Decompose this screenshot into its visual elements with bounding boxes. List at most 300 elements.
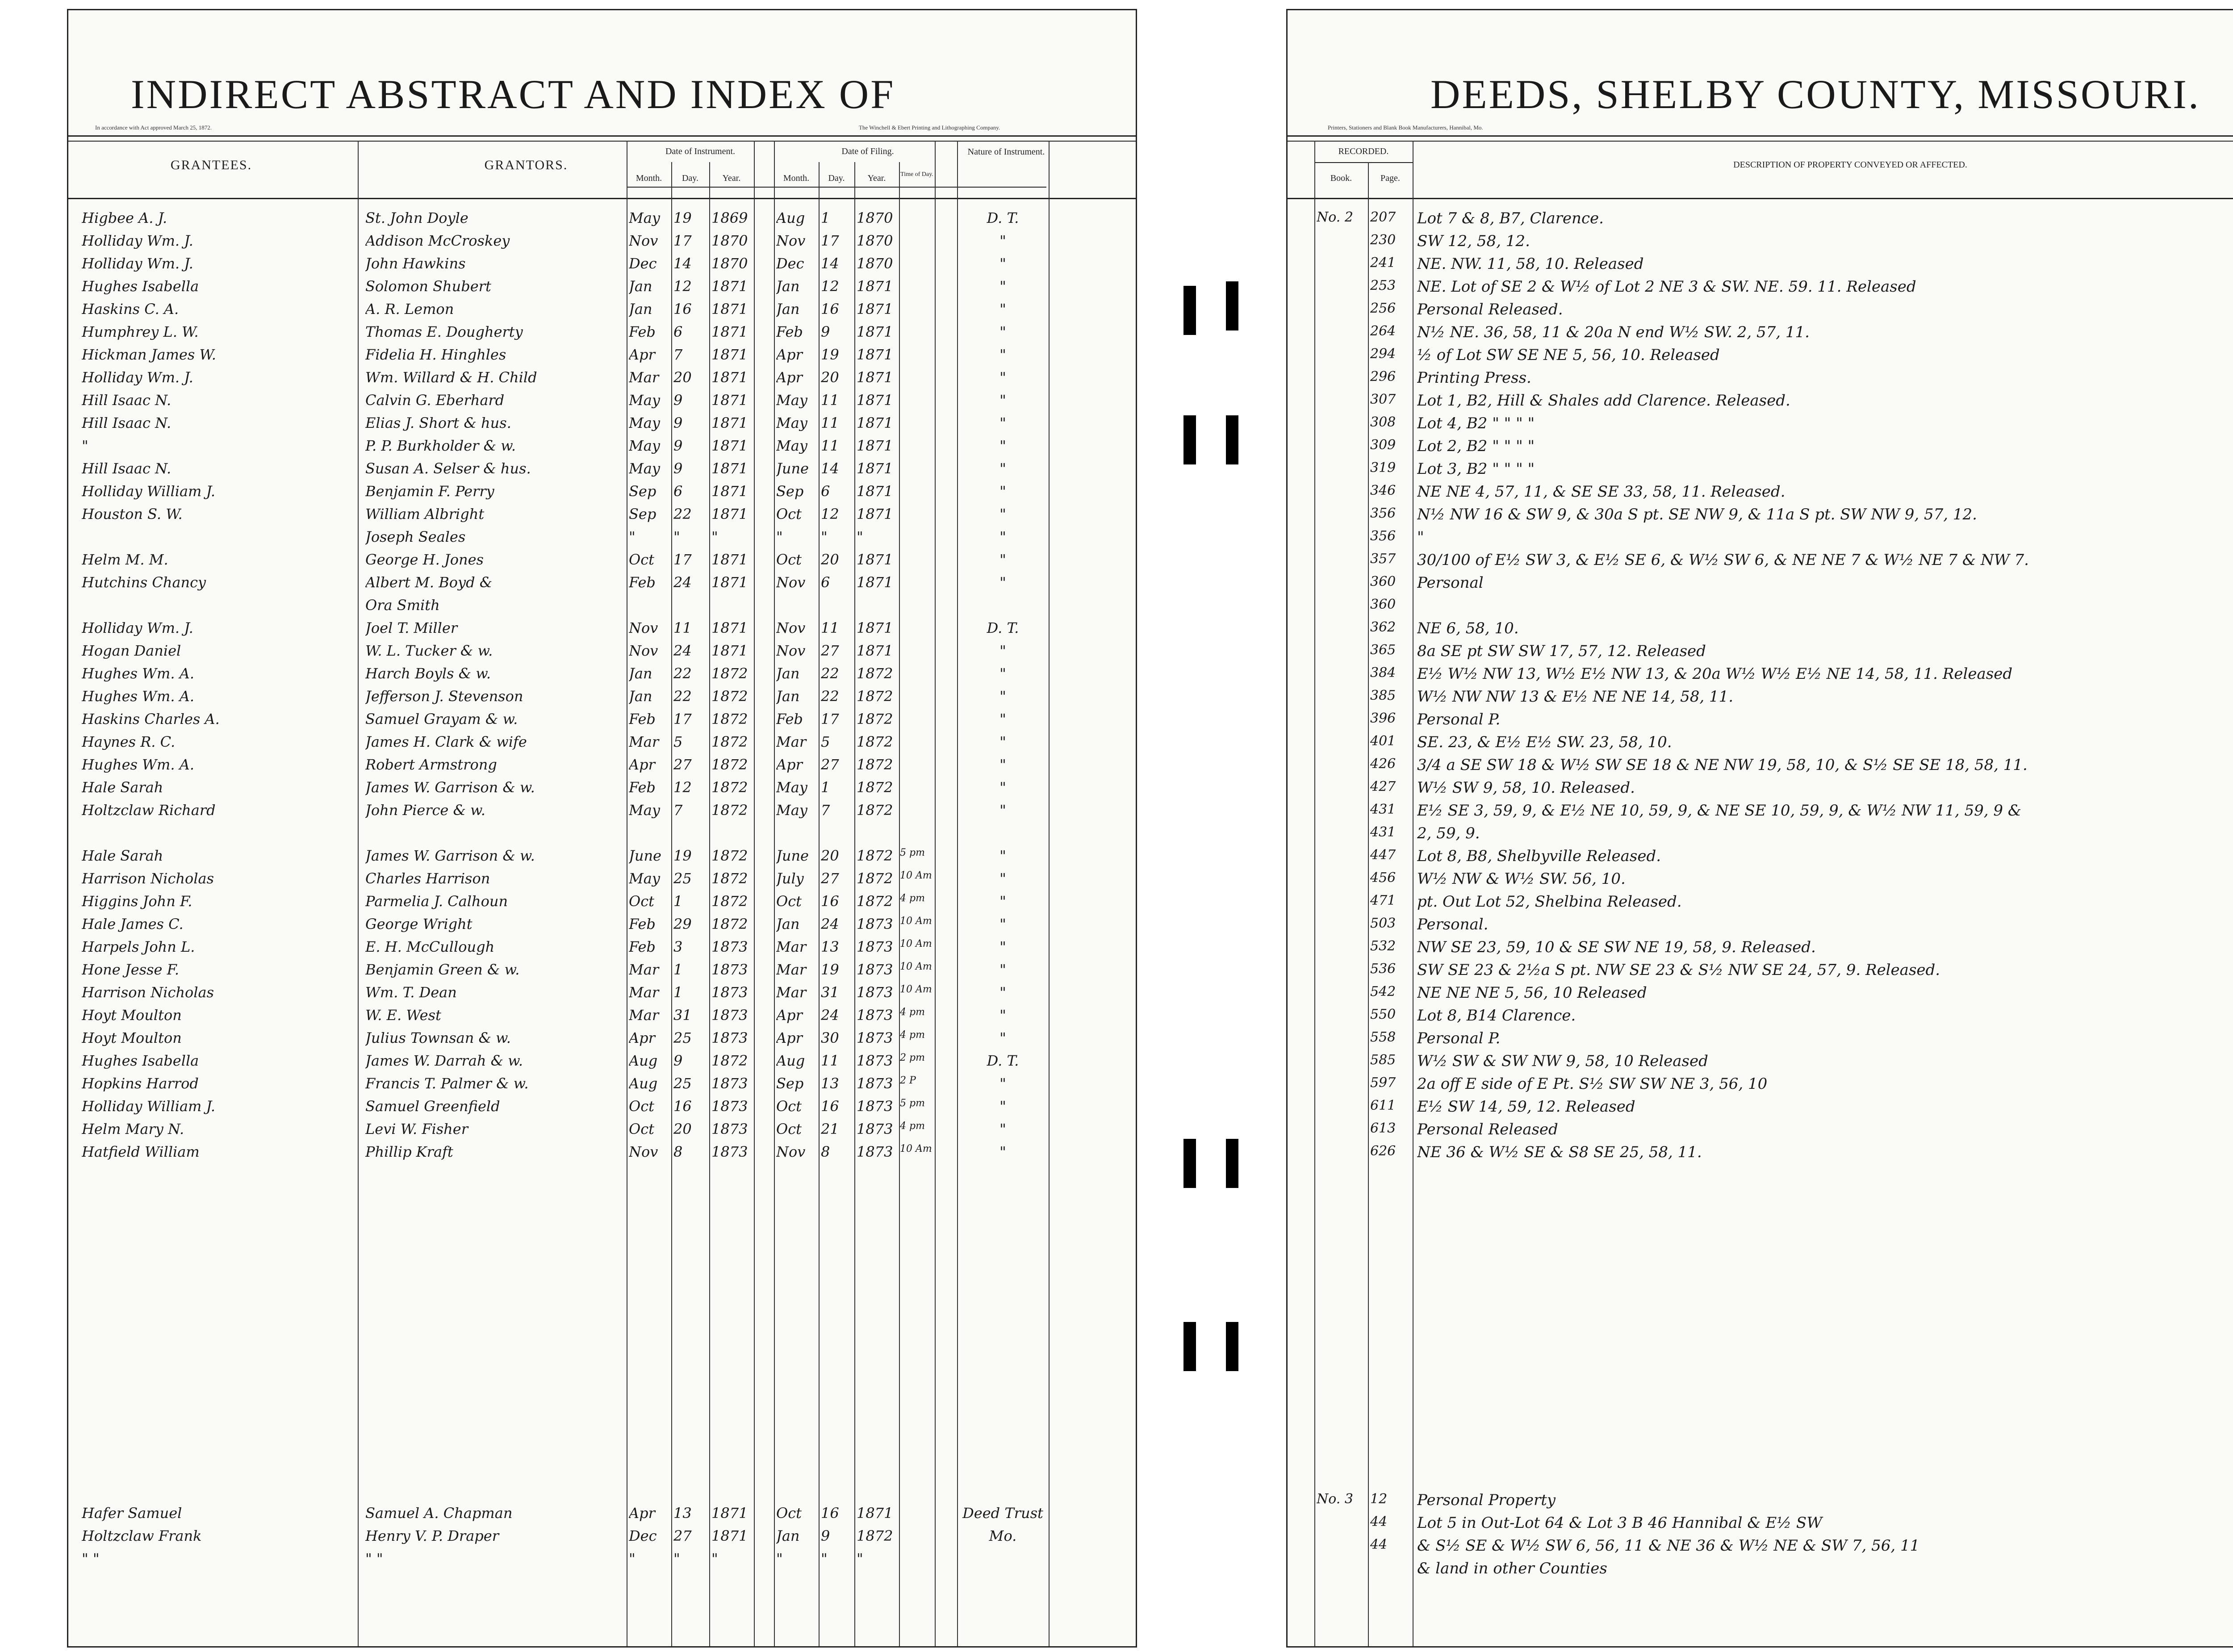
table-row	[68, 594, 1136, 615]
page-cell: 585	[1370, 1052, 1396, 1068]
instrument-year-cell: 1871	[711, 574, 748, 591]
table-row	[68, 503, 1136, 524]
filing-month-cell: Jan	[776, 688, 800, 705]
instrument-month-cell: Sep	[629, 483, 657, 500]
table-row	[1288, 298, 2233, 319]
date-filing-header: Date of Filing.	[841, 146, 894, 156]
filing-day-cell: 12	[821, 278, 839, 295]
page-cell: 360	[1370, 597, 1396, 612]
description-cell: Lot 7 & 8, B7, Clarence.	[1417, 209, 1604, 227]
description-cell: & S½ SE & W½ SW 6, 56, 11 & NE 36 & W½ NE & SW 7, 56, 11	[1417, 1537, 1920, 1555]
grantee-cell: Holtzclaw Frank	[82, 1527, 202, 1544]
grantee-cell: Humphrey L. W.	[82, 323, 199, 340]
instrument-month-cell: Feb	[629, 938, 656, 955]
instrument-day-cell: 7	[673, 346, 683, 363]
filing-year-cell: 1873	[857, 916, 893, 933]
nature-cell: "	[999, 984, 1006, 1001]
instrument-year-cell: 1871	[711, 642, 748, 659]
description-cell: 3/4 a SE SW 18 & W½ SW SE 18 & NE NW 19, 58, 10, & S½ SE SE 18, 58, 11.	[1417, 756, 2028, 774]
filing-month-cell: Feb	[776, 323, 803, 340]
table-row	[68, 776, 1136, 798]
grantor-cell: Samuel Grayam & w.	[365, 711, 518, 728]
filing-month-cell: Apr	[776, 756, 803, 773]
table-row	[1288, 526, 2233, 547]
instrument-month-cell: June	[629, 847, 661, 864]
page-cell: 307	[1370, 392, 1396, 407]
table-row	[1288, 366, 2233, 388]
table-row	[68, 640, 1136, 661]
filing-day-cell: 6	[821, 483, 830, 500]
filing-month-cell: Sep	[776, 1075, 804, 1092]
filing-year-cell: 1871	[857, 346, 893, 363]
grantee-cell: Holliday Wm. J.	[82, 232, 193, 249]
filing-year-cell: 1872	[857, 688, 893, 705]
nature-cell: "	[999, 369, 1006, 386]
instrument-day-cell: 1	[673, 893, 683, 910]
filing-day-cell: 22	[821, 665, 839, 682]
instrument-month-cell: Oct	[629, 1121, 655, 1138]
nature-cell: "	[999, 232, 1006, 249]
instrument-month-cell: Jan	[629, 278, 652, 295]
instrument-day-cell: 22	[673, 688, 692, 705]
page-cell: 356	[1370, 528, 1396, 544]
table-row	[68, 207, 1136, 228]
nature-cell: "	[999, 938, 1006, 955]
filing-day-cell: 11	[821, 437, 839, 454]
table-row	[1288, 571, 2233, 593]
page-cell: 319	[1370, 460, 1396, 476]
nature-cell: "	[999, 756, 1006, 773]
table-row	[1288, 503, 2233, 524]
table-row	[68, 867, 1136, 889]
instrument-day-cell: 6	[673, 483, 683, 500]
filing-day-cell: "	[821, 1550, 828, 1567]
table-row	[68, 958, 1136, 980]
year-header: Year.	[722, 173, 741, 183]
instrument-month-cell: Aug	[629, 1075, 658, 1092]
grantee-cell: Hughes Wm. A.	[82, 688, 194, 705]
table-row	[68, 1547, 1136, 1569]
filing-month-cell: Oct	[776, 1098, 802, 1115]
instrument-month-cell: May	[629, 870, 660, 887]
instrument-day-cell: 9	[673, 414, 683, 431]
table-row	[1288, 343, 2233, 365]
instrument-month-cell: Nov	[629, 642, 658, 659]
table-row	[1288, 1141, 2233, 1162]
day-header: Day.	[828, 173, 845, 183]
instrument-month-cell: Jan	[629, 301, 652, 318]
nature-cell: "	[999, 961, 1006, 978]
printer-note: Printers, Stationers and Blank Book Manufacturers, Hannibal, Mo.	[1328, 124, 1483, 131]
binding-hole	[1183, 286, 1196, 335]
instrument-day-cell: 14	[673, 255, 692, 272]
grantees-header: GRANTEES.	[170, 158, 252, 172]
instrument-month-cell: "	[629, 1550, 636, 1567]
instrument-year-cell: 1872	[711, 870, 748, 887]
subheader-rule	[1314, 162, 1413, 163]
grantee-cell: Holliday Wm. J.	[82, 619, 193, 636]
instrument-year-cell: 1872	[711, 733, 748, 750]
description-cell: Personal.	[1417, 916, 1489, 933]
filing-month-cell: Jan	[776, 1527, 800, 1544]
page-cell: 401	[1370, 733, 1396, 749]
page-cell: 309	[1370, 437, 1396, 453]
instrument-year-cell: 1872	[711, 756, 748, 773]
filing-year-cell: 1872	[857, 870, 893, 887]
table-row	[68, 457, 1136, 479]
nature-cell: D. T.	[987, 619, 1019, 636]
filing-day-cell: 9	[821, 1527, 830, 1544]
filing-day-cell: "	[821, 528, 828, 545]
instrument-month-cell: Aug	[629, 1052, 658, 1069]
filing-year-cell: 1873	[857, 1007, 893, 1024]
page-cell: 362	[1370, 619, 1396, 635]
time-of-day-cell: 10 Am	[900, 916, 932, 927]
table-row	[68, 435, 1136, 456]
page-cell: 230	[1370, 232, 1396, 248]
nature-cell: "	[999, 870, 1006, 887]
nature-cell: "	[999, 1098, 1006, 1115]
description-cell: NE 6, 58, 10.	[1417, 619, 1519, 637]
grantor-cell: Joel T. Miller	[365, 619, 458, 636]
grantee-cell: Hone Jesse F.	[82, 961, 179, 978]
instrument-day-cell: 25	[673, 870, 692, 887]
instrument-month-cell: May	[629, 460, 660, 477]
filing-day-cell: 17	[821, 711, 839, 728]
instrument-month-cell: Sep	[629, 506, 657, 523]
instrument-year-cell: 1870	[711, 255, 748, 272]
filing-month-cell: Apr	[776, 346, 803, 363]
instrument-year-cell: 1872	[711, 893, 748, 910]
instrument-year-cell: 1871	[711, 1505, 748, 1522]
table-row	[1288, 207, 2233, 228]
filing-year-cell: 1872	[857, 711, 893, 728]
nature-cell: "	[999, 847, 1006, 864]
filing-day-cell: 19	[821, 346, 839, 363]
binding-hole	[1226, 1139, 1238, 1188]
instrument-day-cell: 19	[673, 209, 692, 226]
instrument-year-cell: 1871	[711, 369, 748, 386]
binding-hole	[1183, 415, 1196, 464]
description-cell: Personal P.	[1417, 1029, 1501, 1047]
filing-year-cell: 1872	[857, 802, 893, 819]
instrument-day-cell: 9	[673, 392, 683, 409]
grantor-cell: George H. Jones	[365, 551, 484, 568]
filing-day-cell: 13	[821, 938, 839, 955]
day-header: Day.	[682, 173, 699, 183]
table-row	[1288, 685, 2233, 707]
instrument-year-cell: 1872	[711, 1052, 748, 1069]
table-row	[1288, 1050, 2233, 1071]
description-cell: & land in other Counties	[1417, 1560, 1607, 1577]
table-row	[68, 480, 1136, 502]
page-cell: 356	[1370, 506, 1396, 521]
description-cell: pt. Out Lot 52, Shelbina Released.	[1417, 893, 1682, 911]
grantor-cell: Ora Smith	[365, 597, 440, 614]
binding-hole	[1226, 281, 1238, 330]
description-cell: Lot 2, B2 " " " "	[1417, 437, 1535, 455]
grantee-cell: "	[82, 437, 88, 454]
description-cell: NE. Lot of SE 2 & W½ of Lot 2 NE 3 & SW. NE. 59. 11. Released	[1417, 278, 1916, 296]
page-cell: 536	[1370, 961, 1396, 977]
page-cell: 256	[1370, 301, 1396, 316]
grantee-cell: Haskins C. A.	[82, 301, 179, 318]
instrument-day-cell: 20	[673, 369, 692, 386]
nature-cell: "	[999, 779, 1006, 796]
filing-month-cell: Nov	[776, 619, 806, 636]
filing-day-cell: 6	[821, 574, 830, 591]
table-row	[68, 822, 1136, 843]
nature-cell: "	[999, 301, 1006, 318]
filing-day-cell: 19	[821, 961, 839, 978]
filing-year-cell: 1872	[857, 779, 893, 796]
table-row	[68, 731, 1136, 752]
grantee-cell: Hatfield William	[82, 1143, 200, 1160]
instrument-year-cell: 1872	[711, 688, 748, 705]
filing-day-cell: 11	[821, 619, 839, 636]
grantor-cell: Julius Townsan & w.	[365, 1029, 511, 1046]
instrument-year-cell: 1871	[711, 551, 748, 568]
description-cell: Personal Property	[1417, 1491, 1556, 1509]
description-cell: E½ W½ NW 13, W½ E½ NW 13, & 20a W½ W½ E½ NE 14, 58, 11. Released	[1417, 665, 2013, 683]
instrument-month-cell: Apr	[629, 756, 655, 773]
description-cell: W½ NW NW 13 & E½ NE NE 14, 58, 11.	[1417, 688, 1734, 706]
instrument-day-cell: 19	[673, 847, 692, 864]
filing-day-cell: 20	[821, 551, 839, 568]
grantor-cell: John Hawkins	[365, 255, 466, 272]
description-cell: Lot 5 in Out-Lot 64 & Lot 3 B 46 Hannibal & E½ SW	[1417, 1514, 1823, 1532]
description-cell: Personal Released.	[1417, 301, 1563, 318]
table-row	[1288, 890, 2233, 912]
filing-year-cell: 1873	[857, 938, 893, 955]
filing-day-cell: 13	[821, 1075, 839, 1092]
table-row	[68, 389, 1136, 410]
table-row	[68, 913, 1136, 934]
table-row	[68, 412, 1136, 433]
grantor-cell: A. R. Lemon	[365, 301, 454, 318]
instrument-year-cell: 1873	[711, 1007, 748, 1024]
grantee-cell: Hill Isaac N.	[82, 414, 171, 431]
instrument-day-cell: 6	[673, 323, 683, 340]
filing-year-cell: 1873	[857, 1121, 893, 1138]
year-header: Year.	[867, 173, 886, 183]
filing-year-cell: 1873	[857, 1098, 893, 1115]
grantee-cell: Hale James C.	[82, 916, 184, 933]
filing-year-cell: 1871	[857, 574, 893, 591]
table-row	[68, 617, 1136, 638]
instrument-day-cell: 22	[673, 665, 692, 682]
filing-day-cell: 11	[821, 414, 839, 431]
description-cell: N½ NW 16 & SW 9, & 30a S pt. SE NW 9, & 11a S pt. SW NW 9, 57, 12.	[1417, 506, 1977, 523]
table-row	[68, 343, 1136, 365]
nature-cell: "	[999, 460, 1006, 477]
time-of-day-header: Time of Day.	[900, 171, 933, 178]
description-cell: E½ SW 14, 59, 12. Released	[1417, 1098, 1635, 1116]
filing-year-cell: 1871	[857, 301, 893, 318]
grantor-cell: James W. Garrison & w.	[365, 847, 535, 864]
description-cell: "	[1417, 528, 1424, 546]
grantee-cell: Hogan Daniel	[82, 642, 181, 659]
filing-day-cell: 21	[821, 1121, 839, 1138]
filing-month-cell: "	[776, 528, 783, 545]
description-cell: SW SE 23 & 2½a S pt. NW SE 23 & S½ NW SE 24, 57, 9. Released.	[1417, 961, 1940, 979]
instrument-year-cell: 1871	[711, 278, 748, 295]
instrument-year-cell: 1869	[711, 209, 748, 226]
nature-cell: "	[999, 688, 1006, 705]
filing-year-cell: 1871	[857, 642, 893, 659]
page-cell: 384	[1370, 665, 1396, 681]
instrument-day-cell: 1	[673, 961, 683, 978]
table-row	[68, 685, 1136, 707]
filing-month-cell: Sep	[776, 483, 804, 500]
page-cell: 426	[1370, 756, 1396, 772]
grantee-cell: Hoyt Moulton	[82, 1007, 182, 1024]
table-row	[1288, 252, 2233, 274]
table-row	[1288, 845, 2233, 866]
grantor-cell: John Pierce & w.	[365, 802, 485, 819]
table-row	[1288, 230, 2233, 251]
page-cell: 550	[1370, 1007, 1396, 1022]
filing-year-cell: 1873	[857, 1075, 893, 1092]
table-row	[1288, 1095, 2233, 1117]
filing-day-cell: 22	[821, 688, 839, 705]
page-cell: 503	[1370, 916, 1396, 931]
grantors-header: GRANTORS.	[484, 158, 568, 172]
page-cell: 207	[1370, 209, 1396, 225]
filing-day-cell: 9	[821, 323, 830, 340]
instrument-month-cell: Feb	[629, 779, 656, 796]
grantor-cell: James H. Clark & wife	[365, 733, 527, 750]
filing-month-cell: Mar	[776, 984, 807, 1001]
grantor-cell: W. E. West	[365, 1007, 441, 1024]
table-row	[68, 1027, 1136, 1048]
filing-month-cell: Nov	[776, 1143, 806, 1160]
instrument-day-cell: 22	[673, 506, 692, 523]
instrument-month-cell: May	[629, 802, 660, 819]
grantee-cell: Haskins Charles A.	[82, 711, 220, 728]
nature-cell: "	[999, 506, 1006, 523]
filing-month-cell: Apr	[776, 369, 803, 386]
table-row	[68, 571, 1136, 593]
grantee-cell: Holliday Wm. J.	[82, 369, 193, 386]
page-cell: 385	[1370, 688, 1396, 703]
description-cell: Personal P.	[1417, 711, 1501, 728]
nature-cell: "	[999, 916, 1006, 933]
grantee-cell: Holliday Wm. J.	[82, 255, 193, 272]
grantee-cell: Hughes Wm. A.	[82, 756, 194, 773]
description-cell: NE 36 & W½ SE & S8 SE 25, 58, 11.	[1417, 1143, 1702, 1161]
instrument-day-cell: 17	[673, 711, 692, 728]
instrument-month-cell: Mar	[629, 733, 659, 750]
table-row	[1288, 753, 2233, 775]
nature-header: Nature of Instrument.	[967, 147, 1045, 157]
nature-cell: "	[999, 437, 1006, 454]
instrument-month-cell: Apr	[629, 1029, 655, 1046]
table-row	[1288, 1489, 2233, 1510]
grantee-cell: Hopkins Harrod	[82, 1075, 199, 1092]
instrument-day-cell: 12	[673, 779, 692, 796]
grantor-cell: Henry V. P. Draper	[365, 1527, 499, 1544]
table-row	[68, 708, 1136, 729]
page-cell: 294	[1370, 346, 1396, 362]
filing-year-cell: 1873	[857, 1143, 893, 1160]
instrument-month-cell: Nov	[629, 619, 658, 636]
page-cell: 456	[1370, 870, 1396, 886]
grantee-cell: Helm M. M.	[82, 551, 168, 568]
instrument-month-cell: Dec	[629, 255, 657, 272]
filing-month-cell: Jan	[776, 916, 800, 933]
nature-cell: "	[999, 551, 1006, 568]
time-of-day-cell: 5 pm	[900, 1098, 925, 1109]
instrument-year-cell: 1871	[711, 414, 748, 431]
description-cell: 30/100 of E½ SW 3, & E½ SE 6, & W½ SW 6, & NE NE 7 & W½ NE 7 & NW 7.	[1417, 551, 2029, 569]
table-row	[1288, 1027, 2233, 1048]
description-header: DESCRIPTION OF PROPERTY CONVEYED OR AFFECTED.	[1733, 160, 1967, 170]
table-row	[1288, 640, 2233, 661]
table-row	[1288, 867, 2233, 889]
instrument-year-cell: 1872	[711, 711, 748, 728]
filing-day-cell: 14	[821, 460, 839, 477]
table-row	[1288, 275, 2233, 297]
instrument-month-cell: Oct	[629, 551, 655, 568]
instrument-month-cell: Jan	[629, 665, 652, 682]
page-cell: 264	[1370, 323, 1396, 339]
filing-year-cell: 1871	[857, 323, 893, 340]
filing-day-cell: 31	[821, 984, 839, 1001]
filing-month-cell: June	[776, 460, 809, 477]
filing-day-cell: 17	[821, 232, 839, 249]
nature-cell: "	[999, 733, 1006, 750]
filing-year-cell: 1871	[857, 551, 893, 568]
instrument-year-cell: 1871	[711, 346, 748, 363]
grantor-cell: Wm. T. Dean	[365, 984, 457, 1001]
nature-cell: Mo.	[989, 1527, 1017, 1544]
filing-year-cell: 1871	[857, 392, 893, 409]
instrument-year-cell: 1871	[711, 301, 748, 318]
instrument-month-cell: May	[629, 392, 660, 409]
instrument-month-cell: Nov	[629, 1143, 658, 1160]
filing-month-cell: Aug	[776, 209, 805, 226]
grantee-cell: Higgins John F.	[82, 893, 192, 910]
page-cell: 357	[1370, 551, 1396, 567]
table-row	[1288, 1072, 2233, 1094]
filing-year-cell: 1872	[857, 756, 893, 773]
description-cell: W½ SW & SW NW 9, 58, 10 Released	[1417, 1052, 1708, 1070]
filing-year-cell: 1871	[857, 1505, 893, 1522]
filing-day-cell: 20	[821, 847, 839, 864]
filing-month-cell: Jan	[776, 278, 800, 295]
page-cell: 427	[1370, 779, 1396, 795]
filing-month-cell: Oct	[776, 1121, 802, 1138]
table-row	[1288, 457, 2233, 479]
instrument-month-cell: Mar	[629, 961, 659, 978]
time-of-day-cell: 10 Am	[900, 961, 932, 972]
instrument-day-cell: 20	[673, 1121, 692, 1138]
nature-cell: "	[999, 528, 1006, 545]
filing-month-cell: Oct	[776, 893, 802, 910]
filing-month-cell: Jan	[776, 301, 800, 318]
nature-cell: "	[999, 392, 1006, 409]
time-of-day-cell: 10 Am	[900, 870, 932, 881]
grantor-cell: Calvin G. Eberhard	[365, 392, 505, 409]
table-row	[68, 890, 1136, 912]
description-cell: NE. NW. 11, 58, 10. Released	[1417, 255, 1644, 273]
description-cell: NW SE 23, 59, 10 & SE SW NE 19, 58, 9. Released.	[1417, 938, 1816, 956]
description-cell: NE NE 4, 57, 11, & SE SE 33, 58, 11. Released.	[1417, 483, 1786, 501]
instrument-day-cell: 13	[673, 1505, 692, 1522]
instrument-month-cell: May	[629, 209, 660, 226]
grantee-cell: Holliday William J.	[82, 1098, 216, 1115]
